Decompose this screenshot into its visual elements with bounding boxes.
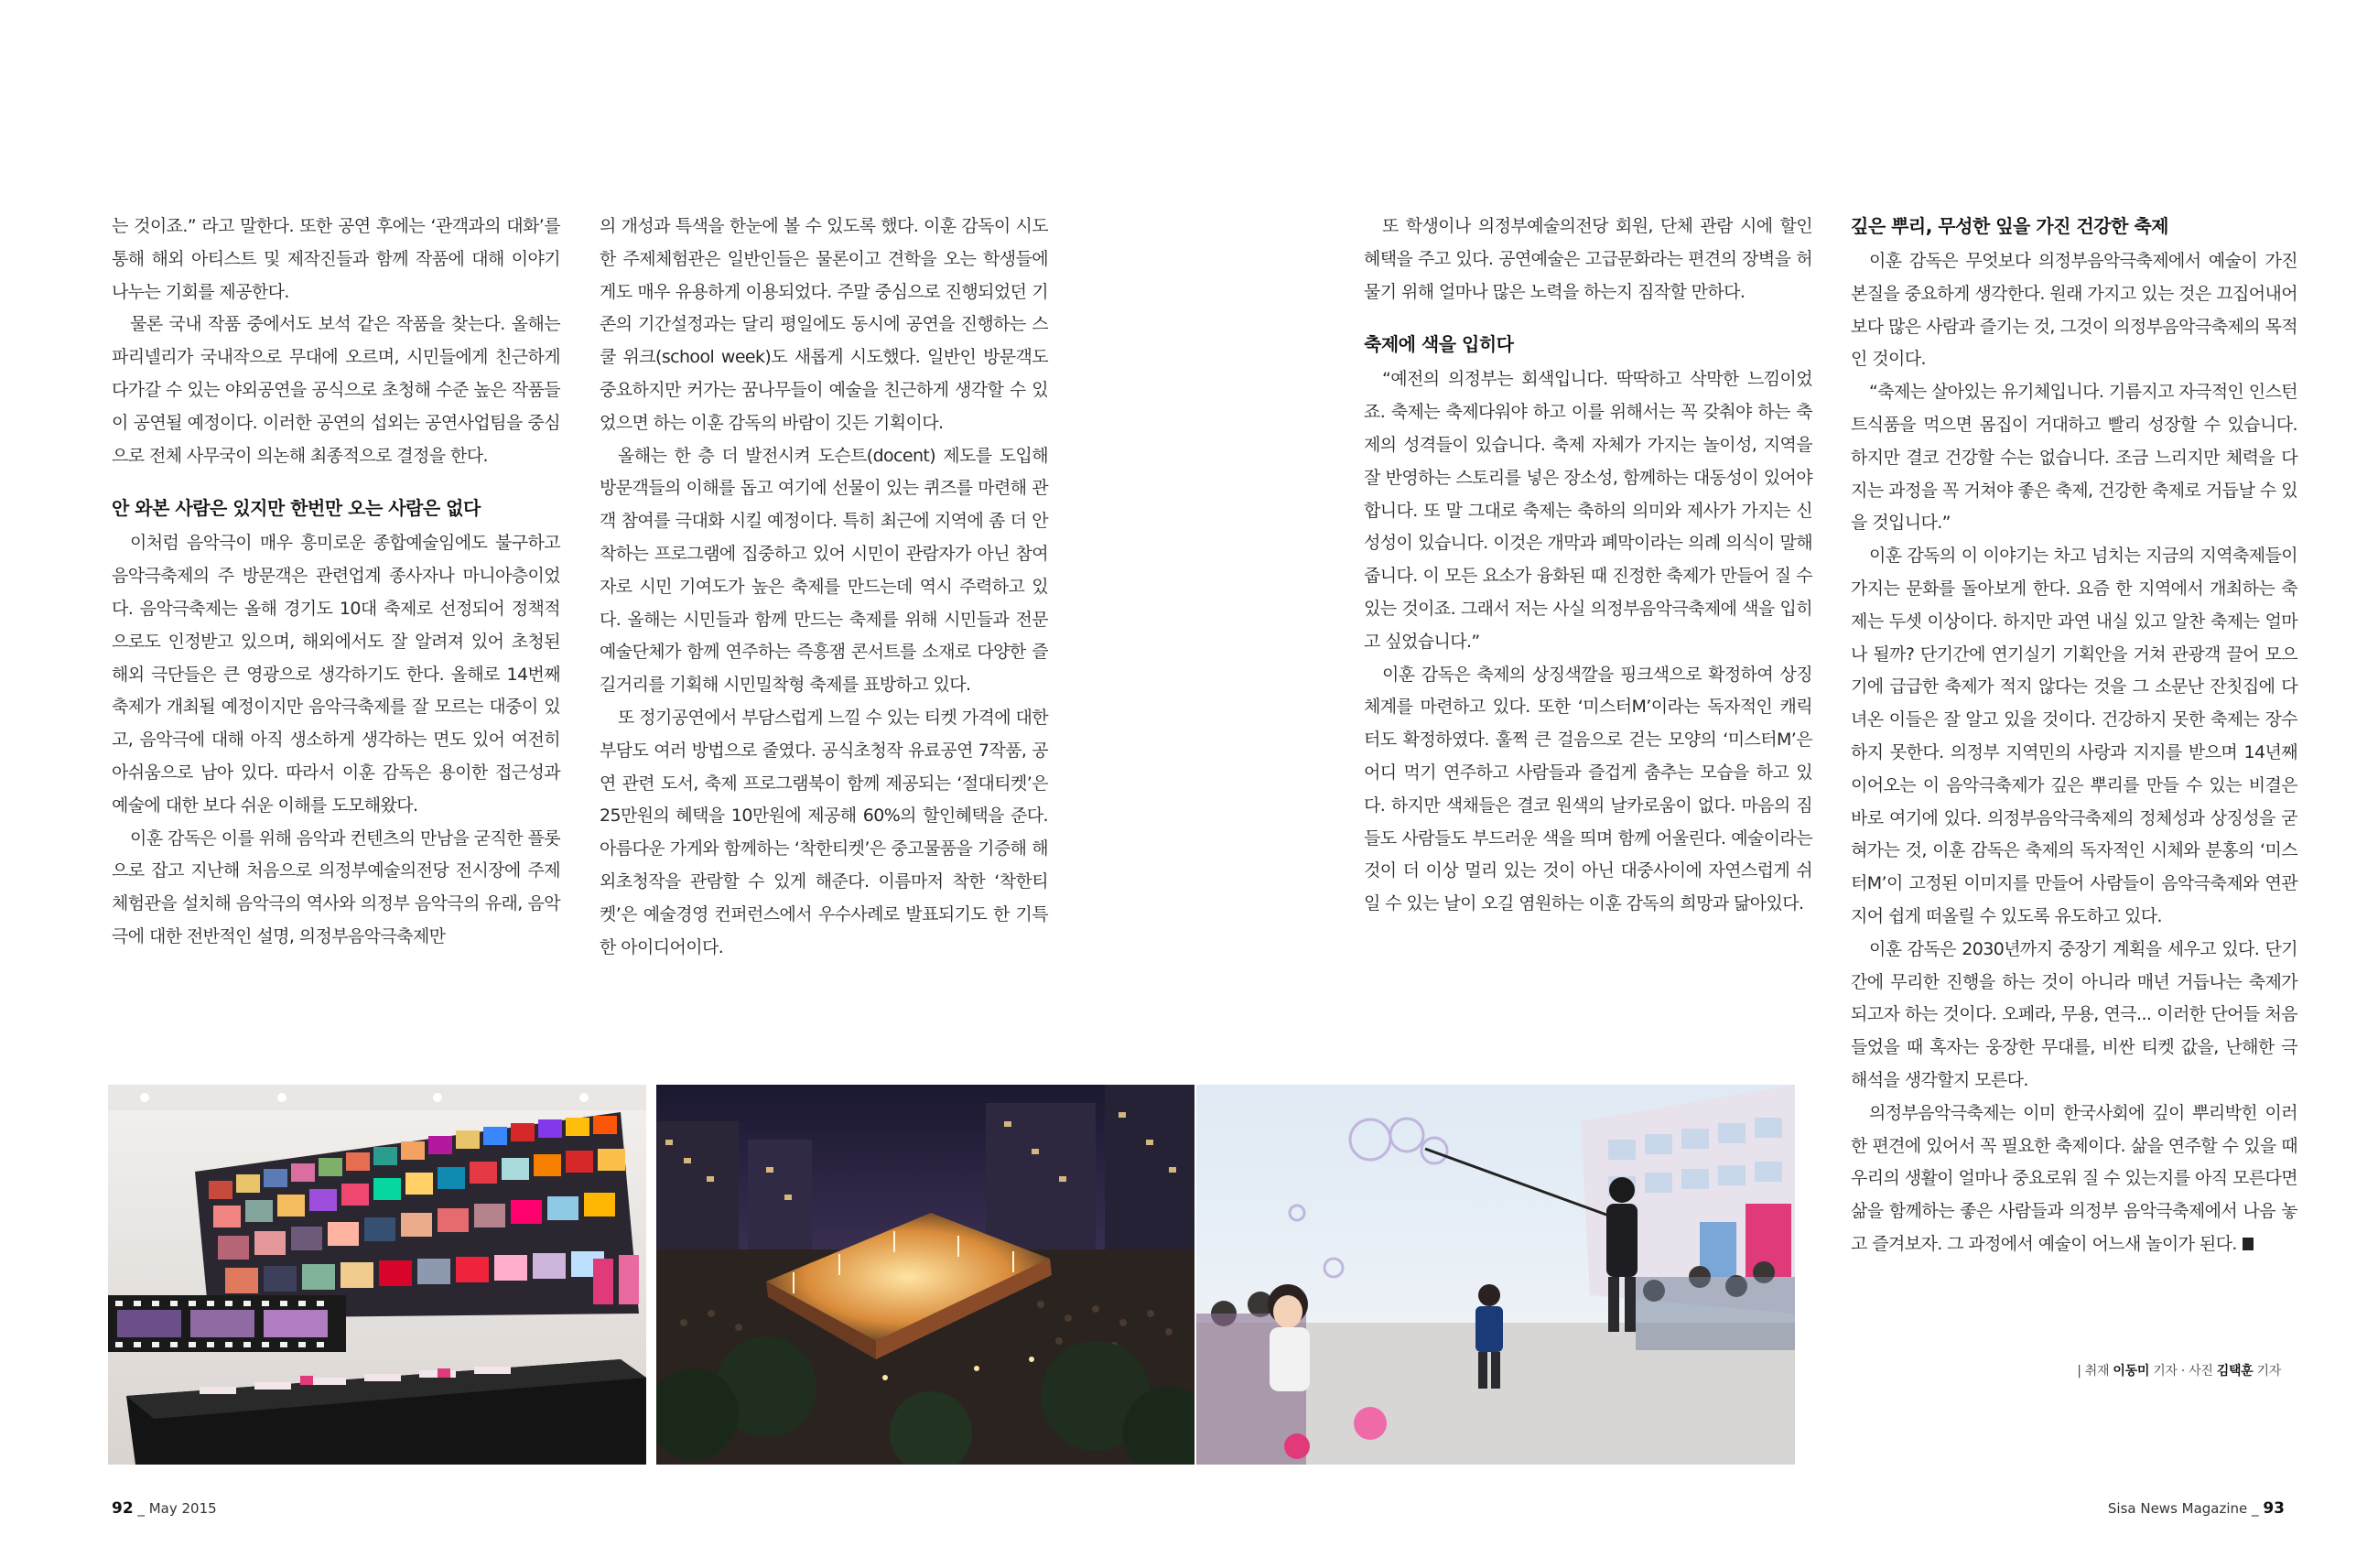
section-heading: 안 와본 사람은 있지만 한번만 오는 사람은 없다 bbox=[112, 497, 481, 520]
page-number-right: 93 bbox=[2263, 1499, 2285, 1518]
body-paragraph: 이훈 감독은 이를 위해 음악과 컨텐츠의 만남을 굳직한 플롯으로 잡고 지난해 처음으로 의정부예술의전당 전시장에 주제체험관을 설치해 음악극의 역사와 의정부 음악극의 유래, 음악극에 대한 전반적인 설명, 의정부음악극축제만 bbox=[112, 827, 560, 946]
end-mark-icon bbox=[2243, 1238, 2254, 1250]
left-column-2 bbox=[600, 211, 1048, 964]
right-column-2 bbox=[1851, 211, 2297, 1261]
night-outdoor-stage-photo bbox=[656, 1085, 1194, 1465]
bubble-performer-photo bbox=[1196, 1085, 1795, 1465]
folio-text-left: _ May 2015 bbox=[137, 1500, 217, 1517]
credit-writer: 이동미 bbox=[2113, 1364, 2150, 1379]
right-column-1 bbox=[1364, 211, 1812, 921]
credit-photographer: 김택훈 bbox=[2216, 1364, 2254, 1379]
left-folio bbox=[112, 1499, 217, 1518]
left-column-1 bbox=[112, 211, 560, 954]
body-paragraph bbox=[1851, 1098, 2297, 1261]
body-paragraph: 는 것이죠.” 라고 말한다. 또한 공연 후에는 ‘관객과의 대화’를 통해 해외 아티스트 및 제작진들과 함께 작품에 대해 이야기 나누는 기회를 제공한다. bbox=[112, 216, 560, 302]
credit-suffix: 기자 bbox=[2256, 1364, 2281, 1379]
body-paragraph: 이훈 감독의 이 이야기는 차고 넘치는 지금의 지역축제들이 가지는 문화를 돌아보게 한다. 요즘 한 지역에서 개최하는 축제는 두셋 이상이다. 하지만 과연 내실 있고 알찬 축제는 얼마나 될까? 단기간에 연기실기 기획안을 거쳐 관광객 끌어 모으기에 급급한 축제가 적지 않다는 것을 그 소문난 잔칫집에 다녀온 이들은 잘 알고 있을 것이다. 건강하지 못한 축제는 장수하지 못한다. 의정부 지역민의 사랑과 지지를 받으며 14년째 이어오는 이 음악극축제가 깊은 뿌리를 만들 수 있는 비결은 바로 여기에 있다. 의정부음악극축제의 정체성과 상징성을 굳혀가는 것, 이훈 감독은 축제의 독자적인 시체와 분홍의 ‘미스터M’이 고정된 이미지를 만들어 사람들이 음악극축제와 연관지어 쉽게 떠올릴 수 있도록 유도하고 있다. bbox=[1851, 546, 2297, 926]
body-paragraph: 또 정기공연에서 부담스럽게 느낄 수 있는 티켓 가격에 대한 부담도 여러 방법으로 줄였다. 공식초청작 유료공연 7작품, 공연 관련 도서, 축제 프로그램북이 함께 제공되는 ‘절대티켓’은 25만원의 혜택을 10만원에 제공해 60%의 할인혜택을 준다. 아름다운 가게와 함께하는 ‘착한티켓’은 중고물품을 기증해 해외초청작을 관람할 수 있게 해준다. 이름마저 착한 ‘착한티켓’은 예술경영 컨퍼런스에서 우수사례로 발표되기도 한 기특한 아이디어이다. bbox=[600, 707, 1048, 957]
body-paragraph: 올해는 한 층 더 발전시켜 도슨트(docent) 제도를 도입해 방문객들의 이해를 돕고 여기에 선물이 있는 퀴즈를 마련해 관객 참여를 극대화 시킬 예정이다. 특히 최근에 지역에 좀 더 안착하는 프로그램에 집중하고 있어 시민이 관람자가 아닌 참여자로 시민 기여도가 높은 축제를 만드는데 역시 주력하고 있다. 올해는 시민들과 함께 만드는 축제를 위해 시민들과 전문 예술단체가 함께 연주하는 즉흥잼 콘서트를 소재로 다양한 즐길거리를 기획해 시민밀착형 축제를 표방하고 있다. bbox=[600, 445, 1048, 696]
closing-paragraph-text: 의정부음악극축제는 이미 한국사회에 깊이 뿌리박힌 이러한 편견에 있어서 꼭 필요한 축제이다. 삶을 연주할 수 있을 때 우리의 생활이 얼마나 중요로워 질 수 있는지를 아직 모른다면 삶을 함께하는 좋은 사람들과 의정부 음악극축제에서 나음 놓고 즐겨보자. 그 과정에서 예술이 어느새 놀이가 된다. bbox=[1851, 1102, 2297, 1254]
body-paragraph: 이훈 감독은 2030년까지 중장기 계획을 세우고 있다. 단기간에 무리한 진행을 하는 것이 아니라 매년 거듭나는 축제가 되고자 하는 것이다. 오페라, 무용, 연극... 이러한 단어들 처음 들었을 때 혹자는 웅장한 무대를, 비싼 티켓 값을, 난해한 극 해석을 생각할지 모른다. bbox=[1851, 938, 2297, 1090]
exhibition-hall-photo bbox=[108, 1085, 646, 1465]
credit-prefix: | 취재 bbox=[2077, 1364, 2110, 1379]
photo-credit bbox=[2014, 1361, 2281, 1379]
body-paragraph: “축제는 살아있는 유기체입니다. 기름지고 자극적인 인스턴트식품을 먹으면 몸집이 거대하고 빨리 성장할 수 있습니다. 하지만 결코 건강할 수는 없습니다. 조금 느리지만 체력을 다지는 과정을 꼭 거쳐야 좋은 축제, 건강한 축제로 거듭날 수 있을 것입니다.” bbox=[1851, 382, 2297, 534]
section-heading: 축제에 색을 입히다 bbox=[1364, 333, 1514, 356]
body-paragraph: 의 개성과 특색을 한눈에 볼 수 있도록 했다. 이훈 감독이 시도한 주제체험관은 일반인들은 물론이고 견학을 오는 학생들에게도 매우 유용하게 이용되었다. 주말 중심으로 진행되었던 기존의 기간설정과는 달리 평일에도 동시에 공연을 진행하는 스쿨 위크(school week)도 새롭게 시도했다. 일반인 방문객도 중요하지만 커가는 꿈나무들이 예술을 친근하게 생각할 수 있었으면 하는 이훈 감독의 바람이 깃든 기획이다. bbox=[600, 216, 1048, 433]
body-paragraph: “예전의 의정부는 회색입니다. 딱딱하고 삭막한 느낌이었죠. 축제는 축제다워야 하고 이를 위해서는 꼭 갖춰야 하는 축제의 성격들이 있습니다. 축제 자체가 가지는 놀이성, 지역을 잘 반영하는 스토리를 넣은 장소성, 함께하는 대동성이 있어야 합니다. 또 말 그대로 축제는 축하의 의미와 제사가 가지는 신성성이 있습니다. 이것은 개막과 폐막이라는 의례 의식이 말해줍니다. 이 모든 요소가 융화된 때 진정한 축제가 만들어 질 수 있는 것이죠. 그래서 저는 사실 의정부음악극축제에 색을 입히고 싶었습니다.” bbox=[1364, 369, 1812, 652]
right-folio bbox=[2108, 1499, 2285, 1518]
body-paragraph: 또 학생이나 의정부예술의전당 회원, 단체 관람 시에 할인 혜택을 주고 있다. 공연예술은 고급문화라는 편견의 장벽을 허물기 위해 얼마나 많은 노력을 하는지 짐작할 만하다. bbox=[1364, 216, 1812, 302]
page-number-left: 92 bbox=[112, 1499, 134, 1518]
credit-mid: 기자 · 사진 bbox=[2153, 1364, 2213, 1379]
section-heading: 깊은 뿌리, 무성한 잎을 가진 건강한 축제 bbox=[1851, 215, 2168, 237]
body-paragraph: 이훈 감독은 무엇보다 의정부음악극축제에서 예술이 가진 본질을 중요하게 생각한다. 원래 가지고 있는 것은 끄집어내어 보다 많은 사람과 즐기는 것, 그것이 의정부음악극축제의 목적인 것이다. bbox=[1851, 251, 2297, 370]
body-paragraph: 물론 국내 작품 중에서도 보석 같은 작품을 찾는다. 올해는 파리넬리가 국내작으로 무대에 오르며, 시민들에게 친근하게 다가갈 수 있는 야외공연을 공식으로 초청해 수준 높은 작품들이 공연될 예정이다. 이러한 공연의 섭외는 공연사업팀을 중심으로 전체 사무국이 의논해 최종적으로 결정을 한다. bbox=[112, 314, 560, 466]
folio-text-right: Sisa News Magazine _ bbox=[2107, 1500, 2259, 1517]
body-paragraph: 이훈 감독은 축제의 상징색깔을 핑크색으로 확정하여 상징체계를 마련하고 있다. 또한 ‘미스터M’이라는 독자적인 캐릭터도 확정하였다. 훌쩍 큰 걸음으로 걷는 모양의 ‘미스터M’은 어디 먹기 연주하고 사람들과 즐겁게 춤추는 모습을 하고 있다. 하지만 색채들은 결코 원색의 날카로움이 없다. 마음의 짐들도 사람들도 부드러운 색을 띄며 함께 어울린다. 예술이라는 것이 더 이상 멀리 있는 것이 아닌 대중사이에 자연스럽게 쉬일 수 있는 날이 오길 염원하는 이훈 감독의 희망과 닮아있다. bbox=[1364, 664, 1812, 914]
body-paragraph: 이처럼 음악극이 매우 흥미로운 종합예술임에도 불구하고 음악극축제의 주 방문객은 관련업계 종사자나 마니아층이었다. 음악극축제는 올해 경기도 10대 축제로 선정되어 정책적으로도 인정받고 있으며, 해외에서도 잘 알려져 있어 초청된 해외 극단들은 큰 영광으로 생각하기도 한다. 올해로 14번째 축제가 개최될 예정이지만 음악극축제를 잘 모르는 대중이 있고, 음악극에 대해 아직 생소하게 생각하는 면도 있어 여전히 아쉬움으로 남아 있다. 따라서 이훈 감독은 용이한 접근성과 예술에 대한 보다 쉬운 이해를 도모해왔다. bbox=[112, 533, 560, 816]
